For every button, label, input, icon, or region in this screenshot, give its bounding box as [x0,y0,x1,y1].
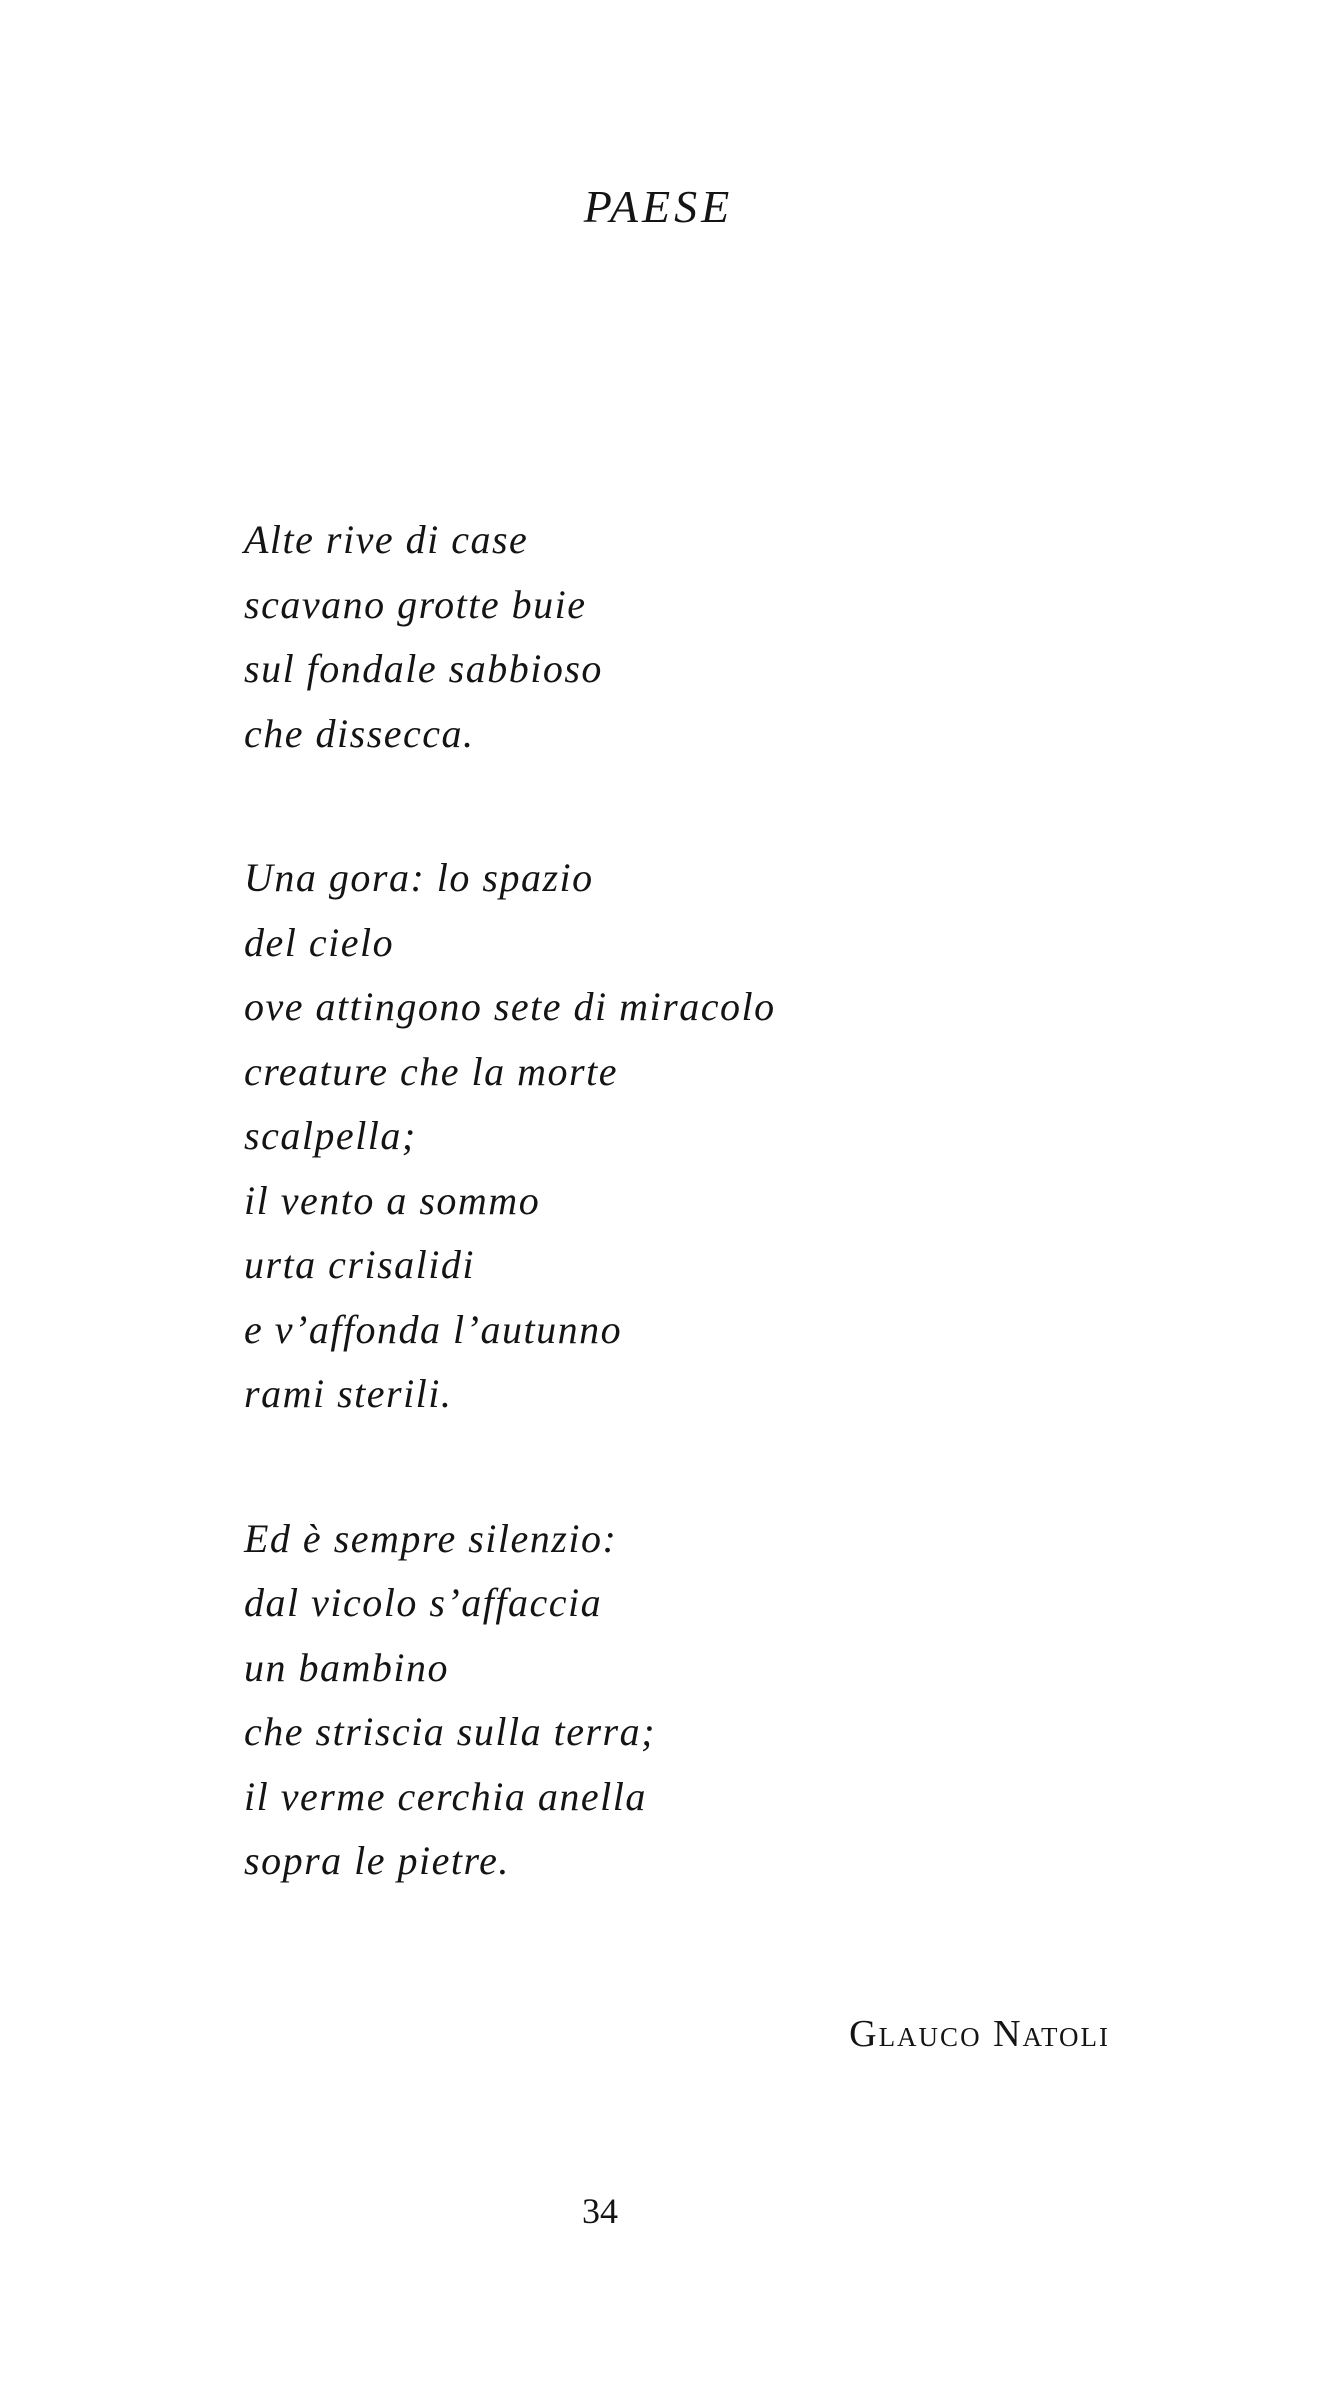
poem-line: sopra le pietre. [244,1838,510,1883]
poem-line: un bambino [244,1644,449,1690]
poem-line: dal vicolo s’affaccia [244,1580,603,1625]
stanza-1 [244,508,776,766]
poem-line: sul fondale sabbioso [244,646,603,691]
poem-line: il verme cerchia anella [244,1773,647,1819]
poem-line: creature che la morte [244,1048,618,1094]
poem-line: ove attingono sete di miracolo [244,984,776,1029]
poem-body [244,508,776,1974]
poem-line: Ed è sempre silenzio: [244,1515,618,1561]
poem-line: che striscia sulla terra; [244,1709,656,1754]
stanza-2 [244,846,776,1427]
poem-title: PAESE [583,181,734,232]
page-number: 34 [582,2191,618,2231]
author-name: Glauco Natoli [849,2013,1110,2055]
poem-line: urta crisalidi [244,1242,476,1287]
poem-line: che dissecca. [244,710,475,756]
poem-line: Una gora: lo spazio [244,855,594,900]
poem-line: del cielo [244,919,395,965]
poem-line: Alte rive di case [244,517,529,562]
poem-line: scavano grotte buie [244,581,587,627]
poem-line: e v’affonda l’autunno [244,1306,623,1352]
poem-line: scalpella; [244,1113,417,1158]
poem-line: rami sterili. [244,1371,453,1416]
poem-line: il vento a sommo [244,1177,541,1223]
stanza-3 [244,1507,776,1894]
